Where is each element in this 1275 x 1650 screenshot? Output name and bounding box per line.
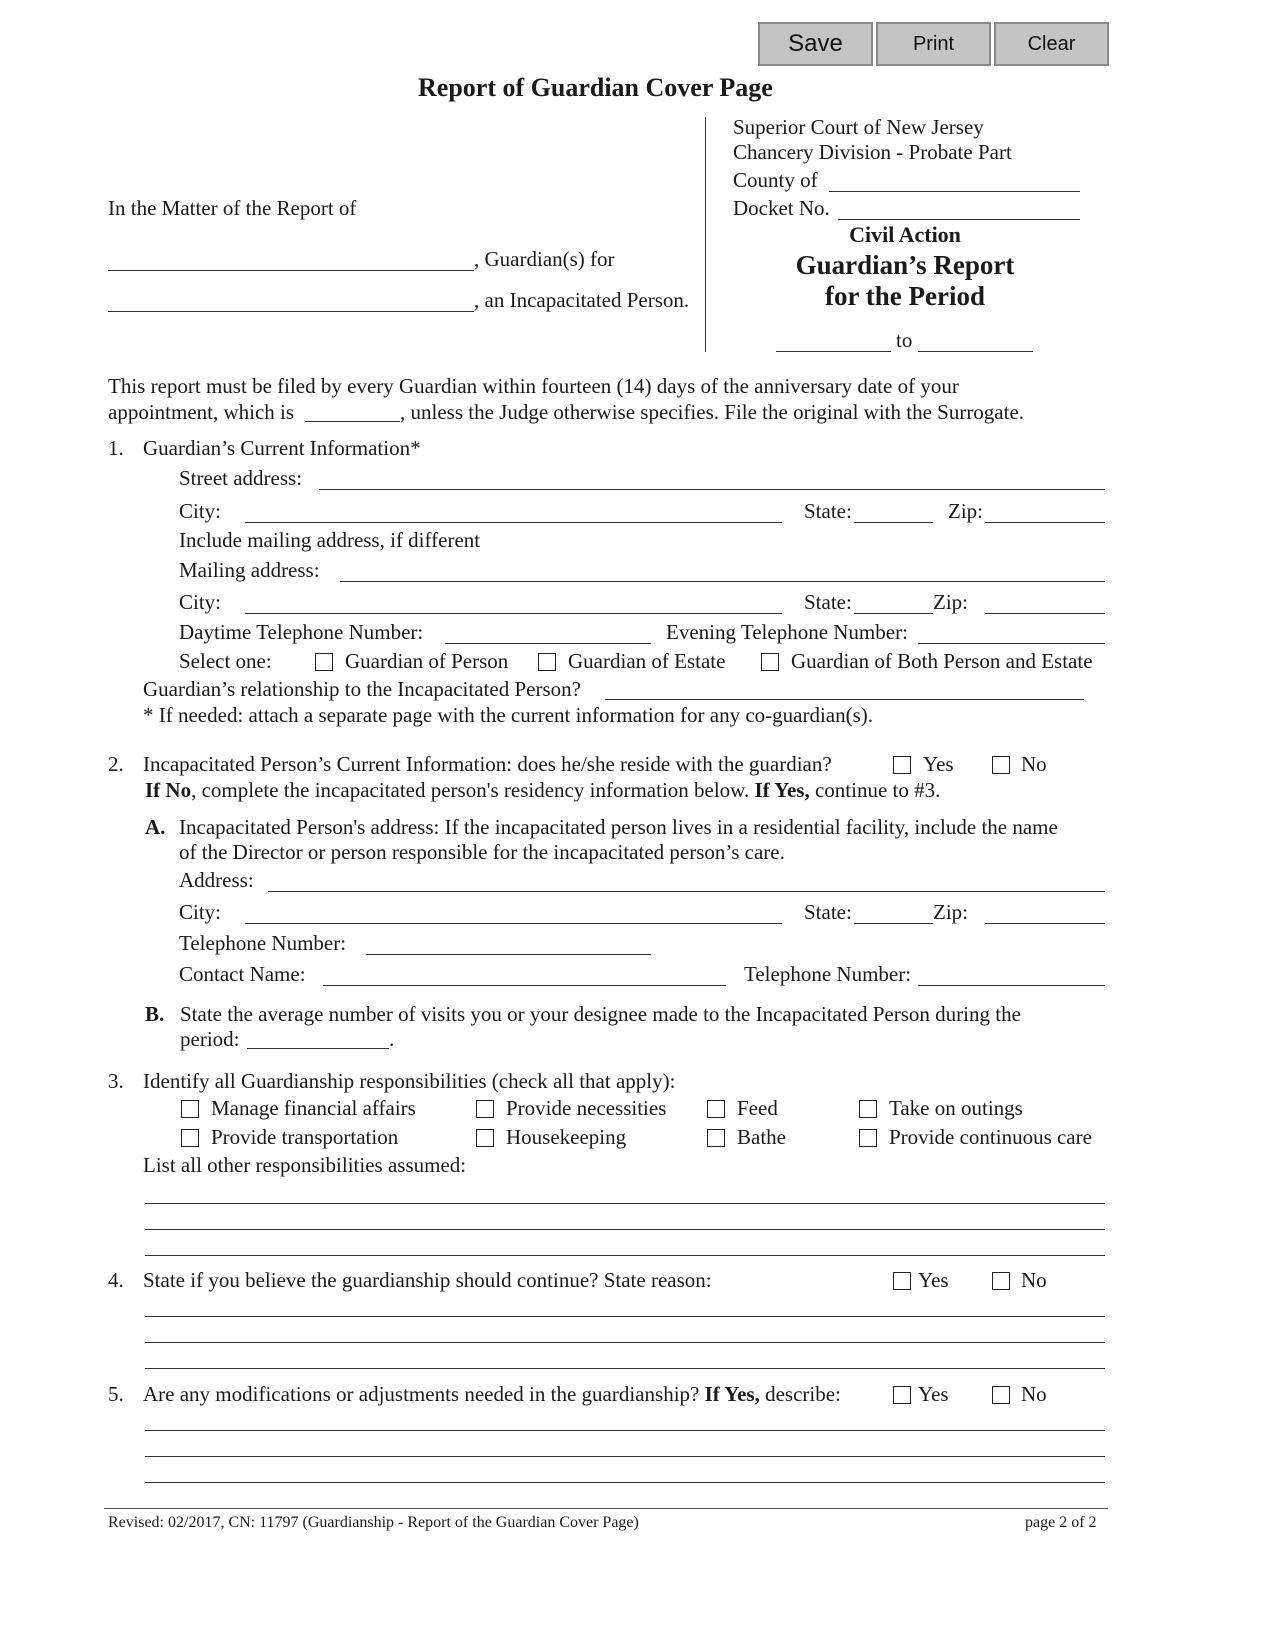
provide-transportation-checkbox[interactable]: [181, 1129, 199, 1147]
state-line: [854, 522, 933, 523]
take-on-outings-checkbox[interactable]: [859, 1100, 877, 1118]
footer-revision: Revised: 02/2017, CN: 11797 (Guardianship - Report of the Guardian Cover Page): [108, 1514, 639, 1531]
county-field[interactable]: [829, 167, 1080, 191]
resides-no-label: No: [1021, 752, 1047, 776]
subsection-a-letter: A.: [145, 815, 166, 839]
feed-checkbox[interactable]: [707, 1100, 725, 1118]
city-line: [245, 522, 782, 523]
modifications-yes-label: Yes: [918, 1382, 949, 1406]
state-label: State:: [804, 499, 852, 523]
ip-city-label: City:: [179, 900, 222, 924]
period-end-field[interactable]: [918, 327, 1033, 351]
court-division: Chancery Division - Probate Part: [733, 140, 1012, 164]
section2-instructions: [145, 778, 940, 803]
zip2-field[interactable]: [985, 589, 1105, 613]
state2-line: [854, 613, 933, 614]
guardian-name-field[interactable]: [108, 246, 474, 270]
daytime-phone-line: [445, 643, 651, 644]
continuous-care-checkbox[interactable]: [859, 1129, 877, 1147]
evening-phone-line: [918, 643, 1105, 644]
modifications-line-1: [145, 1430, 1105, 1431]
incapacitated-name-field[interactable]: [108, 287, 474, 311]
ip-address-line: [268, 891, 1105, 892]
guardians-for-label: , Guardian(s) for: [474, 247, 615, 271]
continue-reason-field-2[interactable]: [145, 1318, 1105, 1342]
ip-city-line: [245, 923, 782, 924]
if-no-bold: If No: [145, 778, 192, 802]
period-to-label: to: [896, 328, 913, 352]
intro-line2-prefix: appointment, which is: [108, 400, 295, 424]
contact-phone-field[interactable]: [918, 961, 1105, 985]
mailing-note: Include mailing address, if different: [179, 528, 481, 552]
continue-reason-field-3[interactable]: [145, 1344, 1105, 1368]
street-address-line: [319, 489, 1105, 490]
section3-number: 3.: [108, 1069, 124, 1093]
state2-field[interactable]: [854, 589, 933, 613]
subsection-b-line2-suffix: .: [389, 1027, 395, 1051]
period-start-field[interactable]: [776, 327, 891, 351]
city-label: City:: [179, 499, 222, 523]
modifications-field-3[interactable]: [145, 1458, 1105, 1482]
modifications-no-label: No: [1021, 1382, 1047, 1406]
page-title: Report of Guardian Cover Page: [418, 73, 773, 102]
state2-label: State:: [804, 590, 852, 614]
guardian-of-estate-label: Guardian of Estate: [568, 649, 726, 673]
section5-describe: describe:: [759, 1382, 841, 1406]
section5-number: 5.: [108, 1382, 124, 1406]
provide-necessities-checkbox[interactable]: [476, 1100, 494, 1118]
section5-if-yes-bold: If Yes,: [704, 1382, 760, 1406]
continue-no-checkbox[interactable]: [992, 1272, 1010, 1290]
street-address-label: Street address:: [179, 466, 303, 490]
ip-city-field[interactable]: [245, 899, 782, 923]
provide-transportation-label: Provide transportation: [211, 1125, 399, 1149]
ip-state-line: [854, 923, 933, 924]
zip-label: Zip:: [948, 499, 983, 523]
period-start-line: [776, 351, 891, 352]
modifications-field-1[interactable]: [145, 1406, 1105, 1430]
section1-number: 1.: [108, 436, 124, 460]
take-on-outings-label: Take on outings: [889, 1096, 1023, 1120]
ip-zip-field[interactable]: [985, 899, 1105, 923]
zip2-label: Zip:: [933, 590, 968, 614]
contact-name-field[interactable]: [323, 961, 726, 985]
evening-phone-field[interactable]: [918, 619, 1105, 643]
intro-line2-suffix: , unless the Judge otherwise specifies. File the original with the Surrogate.: [400, 400, 1025, 424]
mailing-address-line: [340, 581, 1105, 582]
section3-heading: Identify all Guardianship responsibilities (check all that apply):: [143, 1069, 676, 1093]
section1-heading: Guardian’s Current Information*: [143, 436, 421, 460]
if-yes-text: continue to #3.: [809, 778, 941, 802]
zip-line: [985, 522, 1105, 523]
co-guardian-footnote: * If needed: attach a separate page with the current information for any co-guardian(s).: [143, 703, 874, 727]
feed-label: Feed: [737, 1096, 778, 1120]
contact-phone-label: Telephone Number:: [744, 962, 912, 986]
ip-zip-line: [985, 923, 1105, 924]
zip-field[interactable]: [985, 498, 1105, 522]
ip-telephone-label: Telephone Number:: [179, 931, 347, 955]
guardian-of-person-label: Guardian of Person: [345, 649, 509, 673]
other-responsibilities-field-1[interactable]: [145, 1179, 1105, 1203]
mailing-address-field[interactable]: [340, 557, 1105, 581]
resides-no-checkbox[interactable]: [992, 756, 1010, 774]
bathe-checkbox[interactable]: [707, 1129, 725, 1147]
daytime-phone-label: Daytime Telephone Number:: [179, 620, 424, 644]
visits-field[interactable]: [247, 1024, 389, 1048]
other-responsibilities-line-1: [145, 1203, 1105, 1204]
ip-address-label: Address:: [179, 868, 254, 892]
visits-line: [247, 1048, 389, 1049]
ip-state-label: State:: [804, 900, 852, 924]
county-label: County of: [733, 168, 818, 192]
subsection-a-line2: of the Director or person responsible for the incapacitated person’s care.: [179, 840, 785, 864]
other-responsibilities-label: List all other responsibilities assumed:: [143, 1153, 467, 1177]
city-field[interactable]: [245, 498, 782, 522]
continue-no-label: No: [1021, 1268, 1047, 1292]
subsection-b-line1: State the average number of visits you or your designee made to the Incapacitated Person during the: [180, 1002, 1021, 1026]
modifications-no-checkbox[interactable]: [992, 1386, 1010, 1404]
matter-label: In the Matter of the Report of: [108, 196, 357, 220]
county-line: [829, 191, 1080, 192]
modifications-yes-checkbox[interactable]: [893, 1386, 911, 1404]
mailing-address-label: Mailing address:: [179, 558, 320, 582]
docket-line: [838, 219, 1080, 220]
ip-zip-label: Zip:: [933, 900, 968, 924]
docket-label: Docket No.: [733, 196, 830, 220]
subsection-b-line2-prefix: period:: [180, 1027, 240, 1051]
continue-reason-line-3: [145, 1368, 1105, 1369]
zip2-line: [985, 613, 1105, 614]
street-address-field[interactable]: [319, 465, 1105, 489]
save-button[interactable]: Save: [758, 22, 873, 66]
continue-reason-field-1[interactable]: [145, 1292, 1105, 1316]
other-responsibilities-line-3: [145, 1255, 1105, 1256]
section5-question: [143, 1382, 841, 1407]
footer-rule: [104, 1508, 1108, 1509]
evening-phone-label: Evening Telephone Number:: [666, 620, 908, 644]
manage-financial-label: Manage financial affairs: [211, 1096, 416, 1120]
ip-telephone-field[interactable]: [366, 930, 651, 954]
clear-button[interactable]: Clear: [994, 22, 1109, 66]
report-title-line2: for the Period: [825, 281, 985, 311]
manage-financial-checkbox[interactable]: [181, 1100, 199, 1118]
relationship-line: [605, 699, 1084, 700]
other-responsibilities-line-2: [145, 1229, 1105, 1230]
print-button[interactable]: Print: [876, 22, 991, 66]
section5-question-text: Are any modifications or adjustments needed in the guardianship?: [143, 1382, 705, 1406]
subsection-a-line1: Incapacitated Person's address: If the incapacitated person lives in a residential facility, include the name: [179, 815, 1058, 839]
city2-line: [245, 613, 782, 614]
bathe-label: Bathe: [737, 1125, 786, 1149]
incapacitated-name-line: [108, 311, 474, 312]
ip-address-field[interactable]: [268, 867, 1105, 891]
period-end-line: [918, 351, 1033, 352]
resides-yes-checkbox[interactable]: [893, 756, 911, 774]
ip-telephone-line: [366, 954, 651, 955]
incapacitated-person-label: , an Incapacitated Person.: [474, 288, 690, 312]
provide-necessities-label: Provide necessities: [506, 1096, 667, 1120]
housekeeping-label: Housekeeping: [506, 1125, 627, 1149]
subsection-b-letter: B.: [145, 1002, 165, 1026]
modifications-line-3: [145, 1482, 1105, 1483]
city2-label: City:: [179, 590, 222, 614]
other-responsibilities-field-2[interactable]: [145, 1205, 1105, 1229]
modifications-field-2[interactable]: [145, 1432, 1105, 1456]
ip-state-field[interactable]: [854, 899, 933, 923]
contact-name-line: [323, 985, 726, 986]
guardian-name-line: [108, 270, 474, 271]
continue-reason-line-2: [145, 1342, 1105, 1343]
docket-field[interactable]: [838, 195, 1080, 219]
section2-number: 2.: [108, 752, 124, 776]
state-field[interactable]: [854, 498, 933, 522]
contact-name-label: Contact Name:: [179, 962, 306, 986]
if-no-text: , complete the incapacitated person's residency information below.: [191, 778, 755, 802]
select-one-label: Select one:: [179, 649, 272, 673]
continue-reason-line-1: [145, 1316, 1105, 1317]
continue-yes-label: Yes: [918, 1268, 949, 1292]
relationship-label: Guardian’s relationship to the Incapacitated Person?: [143, 677, 581, 701]
appointment-date-field[interactable]: [305, 398, 400, 422]
guardian-of-both-checkbox[interactable]: [761, 653, 779, 671]
contact-phone-line: [918, 985, 1105, 986]
section4-question: State if you believe the guardianship should continue? State reason:: [143, 1268, 712, 1292]
guardian-of-person-checkbox[interactable]: [315, 653, 333, 671]
other-responsibilities-field-3[interactable]: [145, 1231, 1105, 1255]
footer-page-number: page 2 of 2: [1025, 1514, 1097, 1531]
section2-question: Incapacitated Person’s Current Information: does he/she reside with the guardian?: [143, 752, 832, 776]
housekeeping-checkbox[interactable]: [476, 1129, 494, 1147]
court-name: Superior Court of New Jersey: [733, 115, 984, 139]
resides-yes-label: Yes: [923, 752, 954, 776]
daytime-phone-field[interactable]: [445, 619, 651, 643]
report-title-line1: Guardian’s Report: [795, 250, 1015, 280]
continuous-care-label: Provide continuous care: [889, 1125, 1092, 1149]
city2-field[interactable]: [245, 589, 782, 613]
if-yes-bold: If Yes,: [754, 778, 810, 802]
guardian-of-estate-checkbox[interactable]: [538, 653, 556, 671]
section4-number: 4.: [108, 1268, 124, 1292]
civil-action-label: Civil Action: [849, 222, 961, 247]
continue-yes-checkbox[interactable]: [893, 1272, 911, 1290]
guardian-of-both-label: Guardian of Both Person and Estate: [791, 649, 1093, 673]
modifications-line-2: [145, 1456, 1105, 1457]
relationship-field[interactable]: [605, 675, 1084, 699]
intro-line1: This report must be filed by every Guardian within fourteen (14) days of the anniversary date of your: [108, 374, 959, 398]
